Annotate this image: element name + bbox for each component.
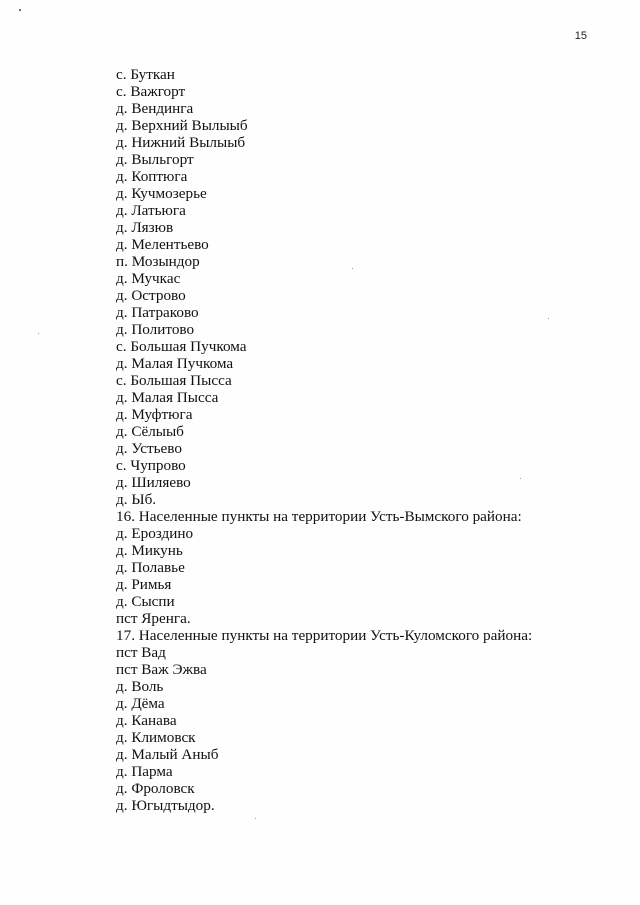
list-line: д. Югыдтыдор. bbox=[116, 797, 215, 814]
list-line: с. Чупрово bbox=[116, 457, 186, 474]
settlement-list bbox=[116, 66, 596, 814]
list-line: д. Шиляево bbox=[116, 474, 191, 491]
list-line: д. Воль bbox=[116, 678, 164, 695]
list-line: д. Полавье bbox=[116, 559, 185, 576]
list-line: д. Коптюга bbox=[116, 168, 188, 185]
scan-mark bbox=[19, 9, 21, 11]
list-line: с. Большая Пысса bbox=[116, 372, 232, 389]
list-line: д. Ыб. bbox=[116, 491, 157, 508]
list-line: д. Канава bbox=[116, 712, 177, 729]
list-line: д. Сыспи bbox=[116, 593, 175, 610]
list-line: пст Вад bbox=[116, 644, 166, 661]
list-line: д. Политово bbox=[116, 321, 195, 338]
list-line: д. Муфтюга bbox=[116, 406, 193, 423]
list-line: 16. Населенные пункты на территории Усть-Вымского района: bbox=[116, 508, 522, 525]
list-line: п. Мозындор bbox=[116, 253, 200, 270]
list-line: д. Парма bbox=[116, 763, 173, 780]
list-line: д. Мелентьево bbox=[116, 236, 209, 253]
list-line: д. Кучмозерье bbox=[116, 185, 207, 202]
list-line: д. Микунь bbox=[116, 542, 183, 559]
list-line: 17. Населенные пункты на территории Усть-Куломского района: bbox=[116, 627, 533, 644]
list-line: д. Малая Пысса bbox=[116, 389, 219, 406]
list-line: д. Вендинга bbox=[116, 100, 194, 117]
list-line: д. Малая Пучкома bbox=[116, 355, 234, 372]
list-line: д. Малый Аныб bbox=[116, 746, 219, 763]
list-line: д. Выльгорт bbox=[116, 151, 194, 168]
list-line: д. Латьюга bbox=[116, 202, 186, 219]
list-line: с. Буткан bbox=[116, 66, 175, 83]
list-line: д. Верхний Вылыыб bbox=[116, 117, 248, 134]
list-line: д. Дёма bbox=[116, 695, 165, 712]
list-line: д. Ероздино bbox=[116, 525, 194, 542]
page-number: 15 bbox=[574, 30, 587, 42]
list-line: д. Устьево bbox=[116, 440, 182, 457]
list-line: д. Фроловск bbox=[116, 780, 195, 797]
list-line: д. Патраково bbox=[116, 304, 199, 321]
list-line: д. Сёлыыб bbox=[116, 423, 184, 440]
list-line: д. Климовск bbox=[116, 729, 196, 746]
list-line: д. Римья bbox=[116, 576, 172, 593]
list-line: пст Важ Эжва bbox=[116, 661, 207, 678]
list-line: с. Большая Пучкома bbox=[116, 338, 247, 355]
list-line: д. Лязюв bbox=[116, 219, 174, 236]
scan-speck bbox=[255, 818, 256, 819]
list-line: д. Нижний Вылыыб bbox=[116, 134, 246, 151]
scan-speck bbox=[38, 333, 39, 334]
list-line: д. Мучкас bbox=[116, 270, 181, 287]
list-line: д. Острово bbox=[116, 287, 186, 304]
list-line: пст Яренга. bbox=[116, 610, 191, 627]
list-line: с. Важгорт bbox=[116, 83, 186, 100]
